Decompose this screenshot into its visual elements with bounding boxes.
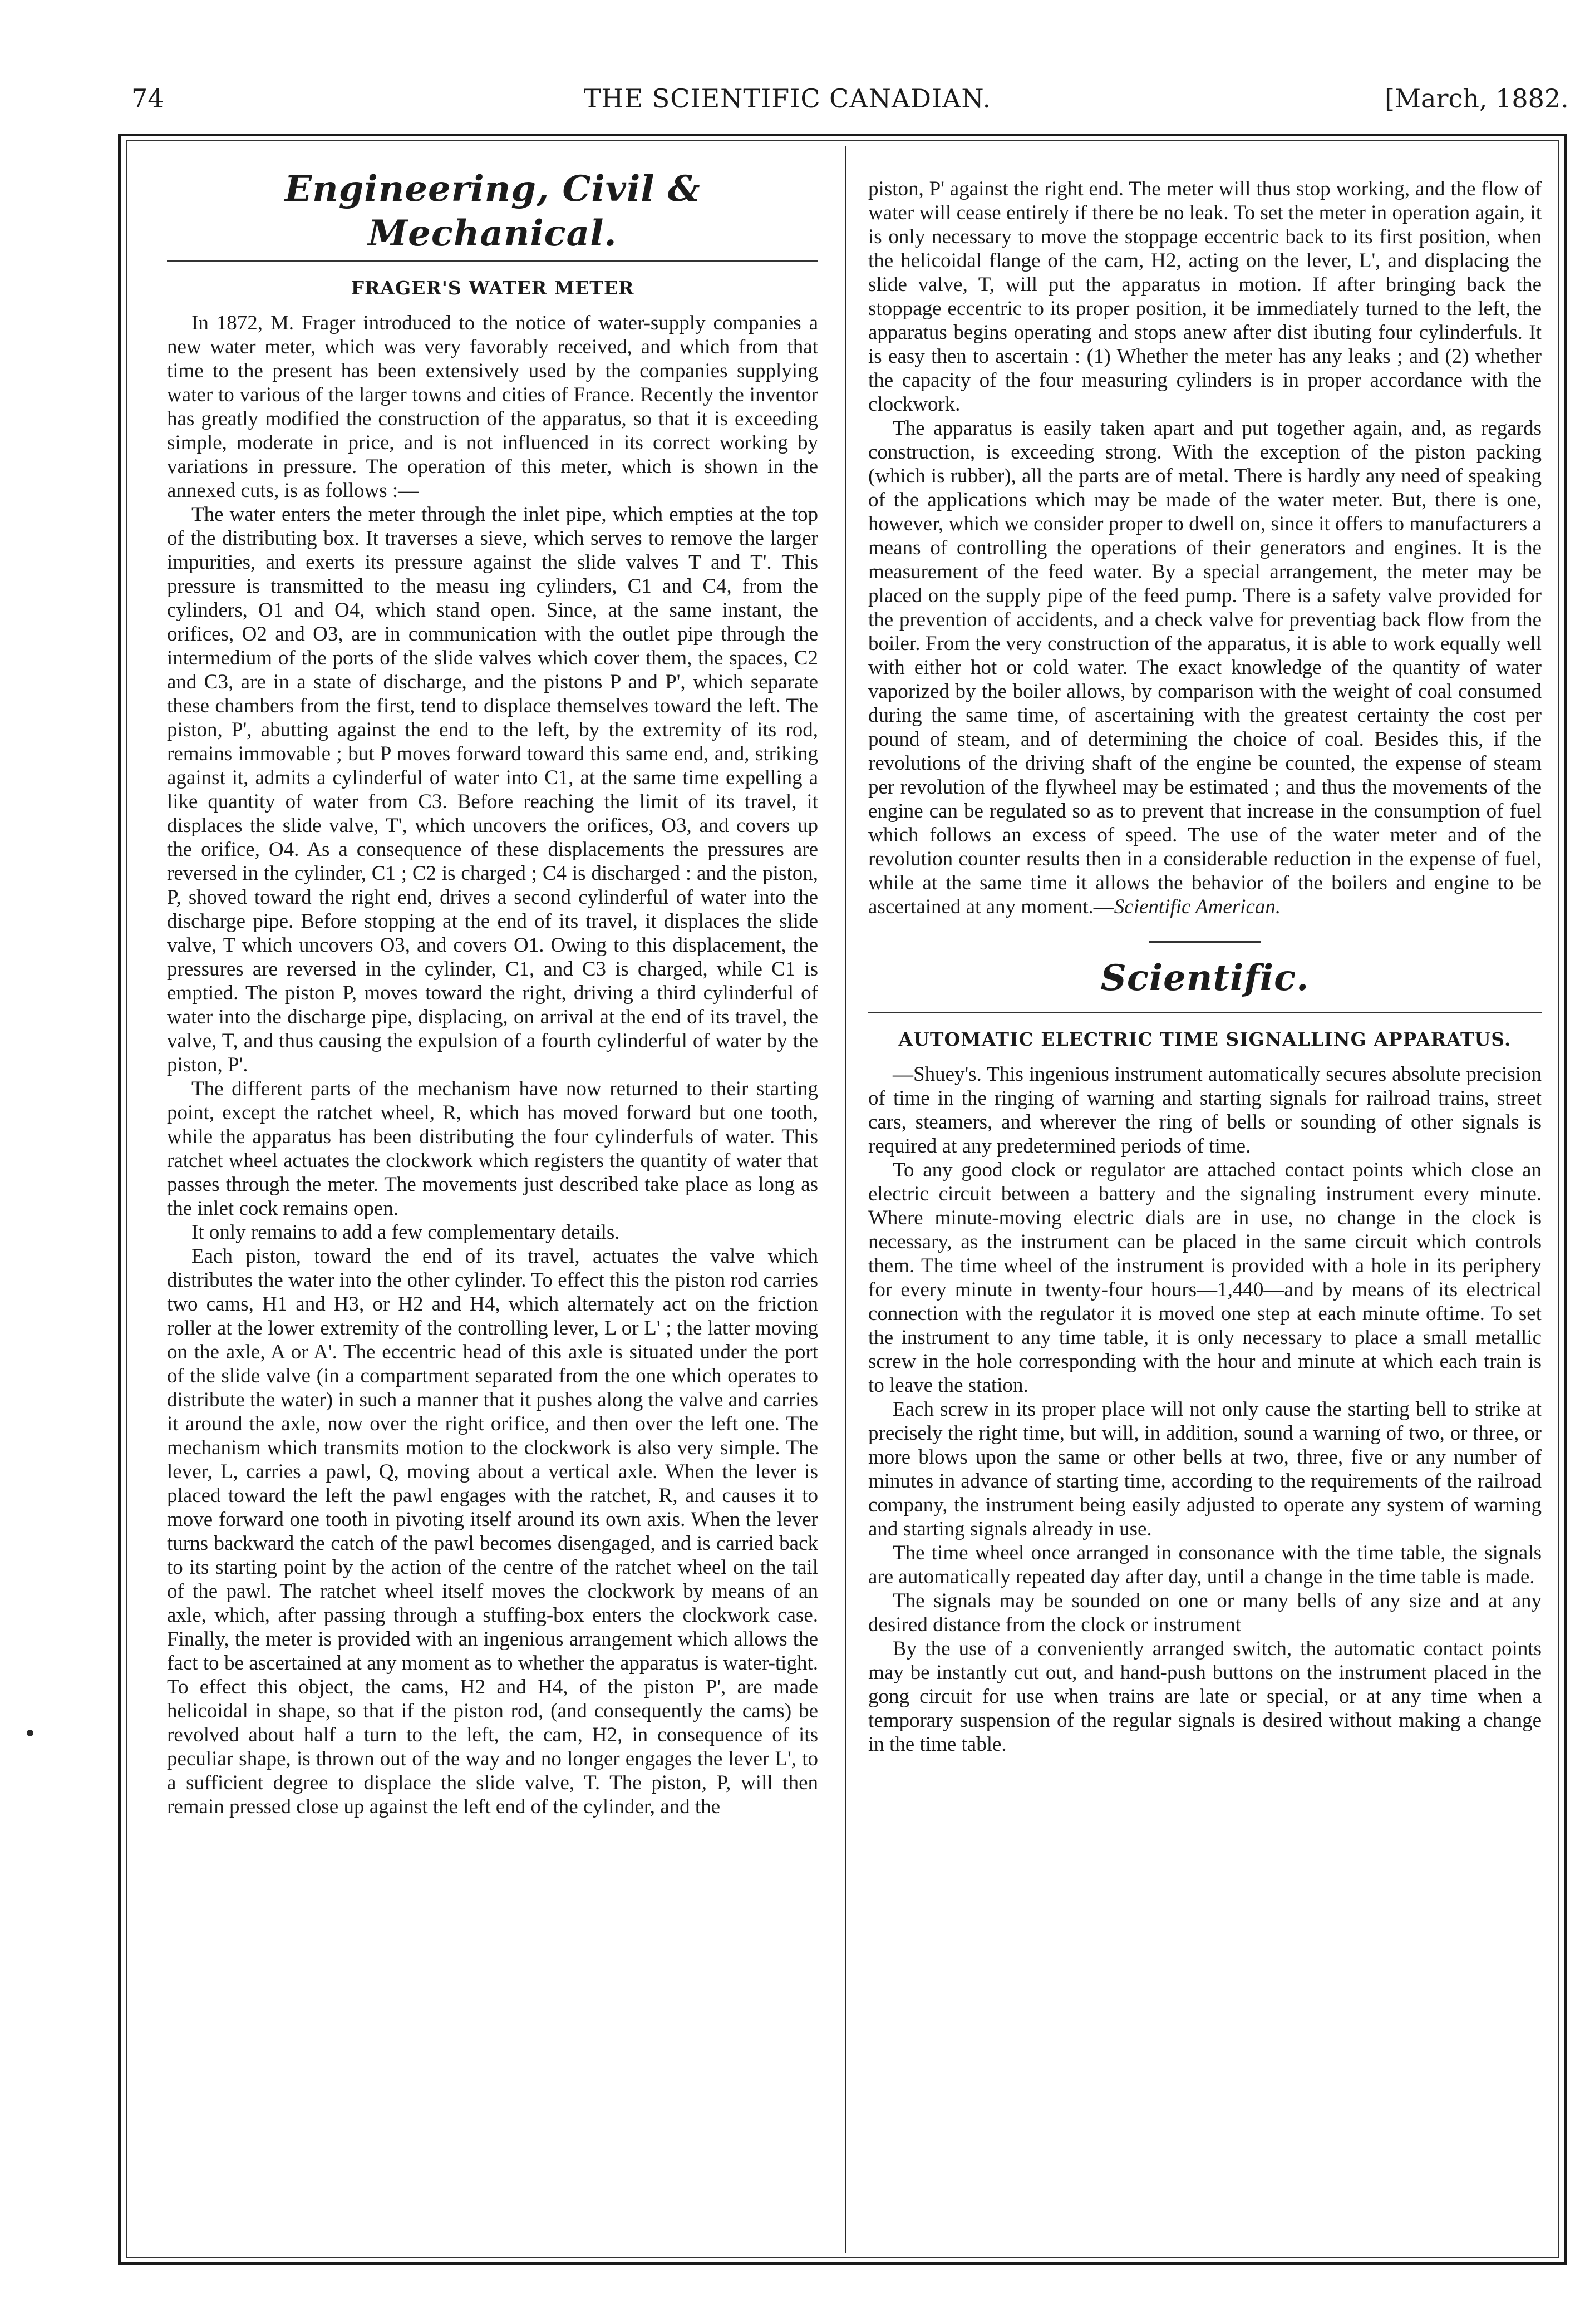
section-separator xyxy=(1149,941,1261,943)
source-credit: Scientific American. xyxy=(1114,895,1281,918)
section-heading-scientific: Scientific. xyxy=(1100,957,1310,999)
article-paragraph: —Shuey's. This ingenious instrument automatically secures absolute precision of time in the ringing of warning and starting signals for railroad trains, street cars, steamers, and wherever the ring of bells or sounding of other signals is required at any predetermined periods of time. xyxy=(868,1063,1542,1158)
section-rule xyxy=(167,260,818,262)
article-paragraph: Each piston, toward the end of its travel, actuates the valve which distributes the water into the other cylinder. To effect this the piston rod carries two cams, H1 and H3, or H2 and H4, which alternately act on the friction roller at the lower extremity of the controlling lever, L or L' ; the latter moving on the axle, A or A'. The eccentric head of this axle is situated under the port of the slide valve (in a compartment separated from the one which operates to distribute the water) in such a manner that it pushes along the valve and carries it around the axle, now over the right orifice, and then over the left one. The mechanism which transmits motion to the clockwork is also very simple. The lever, L, carries a pawl, Q, moving about a vertical axle. When the lever is placed toward the left the pawl engages with the ratchet, R, and causes it to move forward one tooth in pivoting itself around its own axis. When the lever turns backward the catch of the pawl becomes disengaged, and is carried back to its starting point by the action of the centre of the ratchet wheel on the tail of the pawl. The ratchet wheel itself moves the clockwork by means of an axle, which, after passing through a stuffing-box enters the clockwork case. Finally, the meter is provided with an ingenious arrangement which allows the fact to be ascertained at any moment as to whether the apparatus is water-tight. To effect this object, the cams, H2 and H4, of the piston P', are made helicoidal in shape, so that if the piston rod, (and consequently the cams) be revolved about half a turn to the left, the cam, H2, in consequence of its peculiar shape, is thrown out of the way and no longer engages the lever L', to a sufficient degree to displace the slide valve, T. The piston, P, will then remain pressed close up against the left end of the cylinder, and the xyxy=(167,1245,818,1818)
article-paragraph: The different parts of the mechanism have now returned to their starting point, except the ratchet wheel, R, which has moved forward but one tooth, while the apparatus has been distributing the four cylinderfuls of water. This ratchet wheel actuates the clockwork which registers the quantity of water that passes through the meter. The movements just described take place as long as the inlet cock remains open. xyxy=(167,1077,818,1220)
journal-title: THE SCIENTIFIC CANADIAN. xyxy=(583,83,992,114)
margin-ink-dot xyxy=(27,1730,33,1736)
article-paragraph: The time wheel once arranged in consonance with the time table, the signals are automatically repeated day after day, until a change in the time table is made. xyxy=(868,1542,1542,1588)
article-title-signalling: AUTOMATIC ELECTRIC TIME SIGNALLING APPARATUS. xyxy=(898,1028,1512,1050)
article-title-water-meter: FRAGER'S WATER METER xyxy=(351,277,634,299)
article-paragraph: Each screw in its proper place will not only cause the starting bell to strike at precisely the right time, but will, in addition, sound a warning of two, or three, or more blows upon the same or other bells at two, three, five or any number of minutes in advance of starting time, according to the requirements of the railroad company, the instrument being easily adjusted to operate any system of warning and starting signals already in use. xyxy=(868,1398,1542,1540)
article-paragraph: By the use of a conveniently arranged switch, the automatic contact points may be instantly cut out, and hand-push buttons on the instrument placed in the gong circuit for use when trains are late or special, or at any time when a temporary suspension of the regular signals is desired without making a change in the time table. xyxy=(868,1637,1542,1756)
page-number: 74 xyxy=(131,83,164,114)
column-divider xyxy=(845,146,846,2253)
article-paragraph-continued: piston, P' against the right end. The meter will thus stop working, and the flow of water will cease entirely if there be no leak. To set the meter in operation again, it is only necessary to move the stoppage eccentric back to its first position, when the helicoidal flange of the cam, H2, acting on the lever, L', and displacing the slide valve, T, will put the apparatus in motion. If after bringing back the stoppage eccentric to its proper position, it be immediately turned to the left, the apparatus begins operating and stops anew after dist ibuting four cylinderfuls. It is easy then to ascertain : (1) Whether the meter has any leaks ; and (2) whether the capacity of the four measuring cylinders is in proper accordance with the clockwork. xyxy=(868,178,1542,416)
article-paragraph-text: The apparatus is easily taken apart and put together again, and, as regards construction, is exceeding strong. With the exception of the piston packing (which is rubber), all the parts are of metal. There is hardly any need of speaking of the applications which may be made of the water meter. But, there is one, however, which we consider proper to dwell on, since it offers to manufacturers a means of controlling the operations of their generators and engines. It is the measurement of the feed water. By a special arrangement, the meter may be placed on the supply pipe of the feed pump. There is a safety valve provided for the prevention of accidents, and a check valve for preventiag back flow from the boiler. From the very construction of the apparatus, it is able to work equally well with either hot or cold water. The exact knowledge of the quantity of water vaporized by the boiler allows, by comparison with the weight of coal consumed during the same time, of ascertaining with the greatest certainty the cost per pound of steam, and of determining the choice of coal. Besides this, if the revolutions of the driving shaft of the engine be counted, the expense of steam per revolution of the flywheel may be estimated ; and thus the movements of the engine can be regulated so as to prevent that increase in the consumption of fuel which follows an excess of speed. The use of the water meter and of the revolution counter results then in a considerable reduction in the expense of fuel, while at the same time it allows the behavior of the boilers and engine to be ascertained at any moment.— xyxy=(868,417,1542,918)
section-heading-engineering: Engineering, Civil & Mechanical. xyxy=(284,168,701,254)
article-paragraph: The signals may be sounded on one or many bells of any size and at any desired distance from the clock or instrument xyxy=(868,1589,1542,1636)
section-rule xyxy=(868,1012,1542,1013)
issue-date: [March, 1882. xyxy=(1385,83,1569,114)
article-paragraph: In 1872, M. Frager introduced to the notice of water-supply companies a new water meter, which was very favorably received, and which from that time to the present has been extensively used by the companies supplying water to various of the larger towns and cities of France. Recently the inventor has greatly modified the construction of the apparatus, so that it is exceeding simple, moderate in price, and is not influenced in its correct working by variations in pressure. The operation of this meter, which is shown in the annexed cuts, is as follows :— xyxy=(167,312,818,502)
left-column xyxy=(167,161,818,1819)
article-paragraph: The water enters the meter through the inlet pipe, which empties at the top of the distributing box. It traverses a sieve, which serves to remove the larger impurities, and exerts its pressure against the slide valves T and T'. This pressure is transmitted to the measu ing cylinders, C1 and C4, from the cylinders, O1 and O4, which stand open. Since, at the same instant, the orifices, O2 and O3, are in communication with the outlet pipe through the intermedium of the ports of the slide valves which cover them, the spaces, C2 and C3, are in a state of discharge, and the pistons P and P', which separate these chambers from the first, tend to displace themselves toward the left. The piston, P', abutting against the end to the left, by the extremity of its rod, remains immovable ; but P moves forward toward this same end, and, striking against it, admits a cylinderful of water into C1, at the same time expelling a like quantity of water from C3. Before reaching the limit of its travel, it displaces the slide valve, T', which uncovers the orifices, O3, and covers up the orifice, O4. As a consequence of these displacements the pressures are reversed in the cylinder, C1 ; C2 is charged ; C4 is discharged : and the piston, P, shoved toward the right end, drives a second cylinderful of water into the discharge pipe. Before stopping at the end of its travel, it displaces the slide valve, T which uncovers O3, and covers O1. Owing to this displacement, the pressures are reversed in the cylinder, C1, and C3 is charged, while C1 is emptied. The piston P, moves toward the right, driving a third cylinderful of water into the discharge pipe, displacing, on arrival at the end of its travel, the valve, T, and thus causing the expulsion of a fourth cylinderful of water by the piston, P'. xyxy=(167,503,818,1076)
article-paragraph xyxy=(868,416,1542,919)
article-paragraph: To any good clock or regulator are attached contact points which close an electric circuit between a battery and the signaling instrument every minute. Where minute-moving electric dials are in use, no change in the clock is necessary, as the instrument can be placed in the same circuit which controls them. The time wheel of the instrument is provided with a hole in its periphery for every minute in twenty-four hours—1,440—and by means of its electrical connection with the regulator it is moved one step at each minute oftime. To set the instrument to any time table, it is only necessary to place a small metallic screw in the hole corresponding with the hour and minute at which each train is to leave the station. xyxy=(868,1159,1542,1397)
right-column xyxy=(868,177,1542,1756)
scientific-section xyxy=(868,941,1542,1756)
article-paragraph: It only remains to add a few complementary details. xyxy=(191,1221,620,1244)
